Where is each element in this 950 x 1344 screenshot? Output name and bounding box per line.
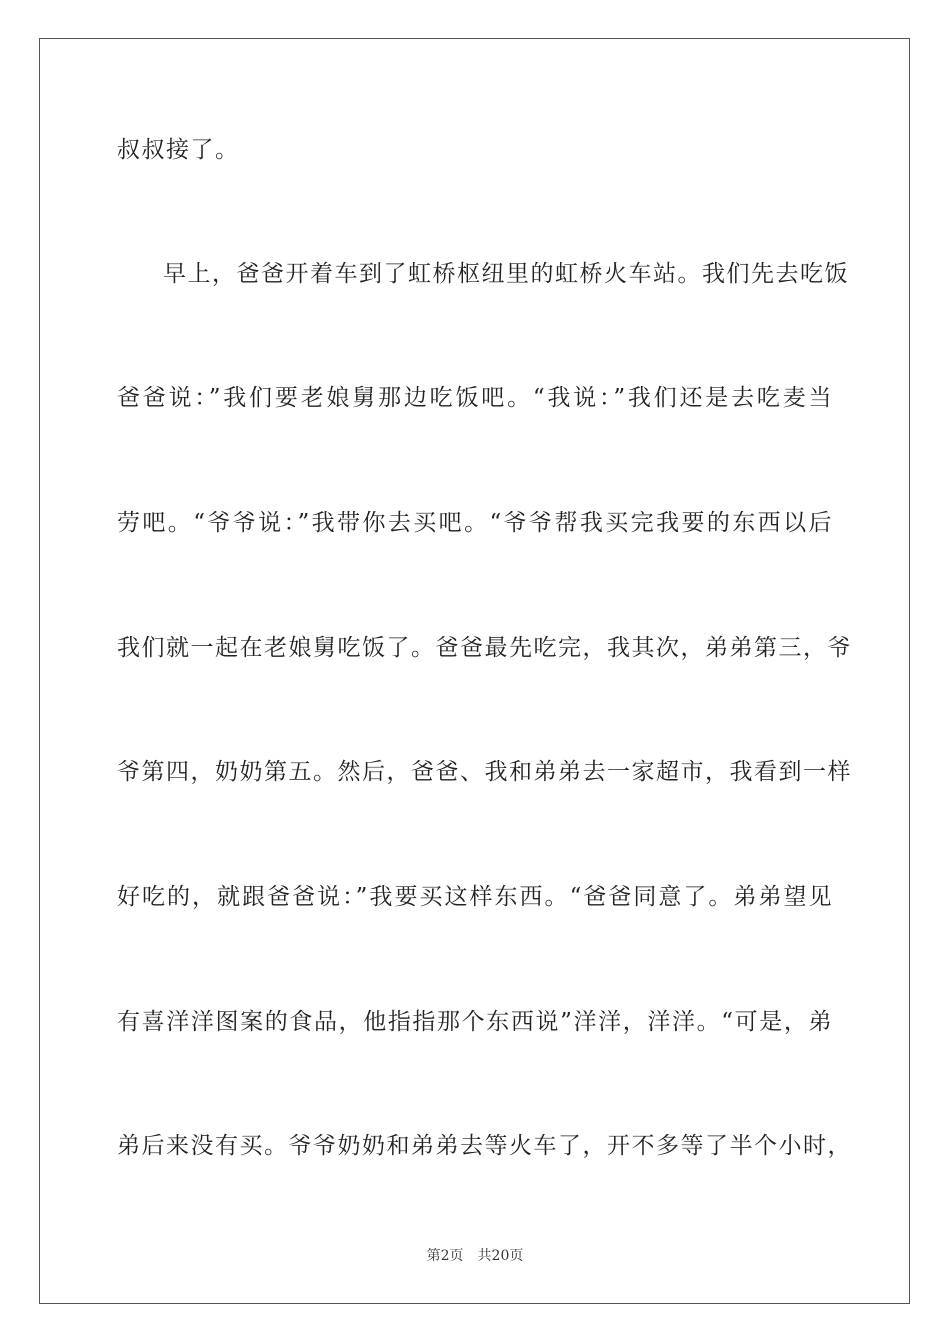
paragraph-line-1: 叔叔接了。 <box>117 137 240 163</box>
paragraph-line-2: 早上，爸爸开着车到了虹桥枢纽里的虹桥火车站。我们先去吃饭 <box>163 261 849 287</box>
paragraph-line-8: 有喜洋洋图案的食品，他指指那个东西说”洋洋，洋洋。“可是，弟 <box>117 1009 833 1035</box>
paragraph-line-7: 好吃的，就跟爸爸说：”我要买这样东西。“爸爸同意了。弟弟望见 <box>117 884 833 910</box>
page-border <box>39 38 910 1304</box>
page-total: 共20页 <box>477 1248 524 1264</box>
page-footer <box>0 1246 950 1266</box>
page-number: 第2页 <box>426 1248 464 1264</box>
paragraph-line-5: 我们就一起在老娘舅吃饭了。爸爸最先吃完，我其次，弟弟第三，爷 <box>117 635 852 661</box>
paragraph-line-6: 爷第四，奶奶第五。然后，爸爸、我和弟弟去一家超市，我看到一样 <box>117 759 852 785</box>
paragraph-line-9: 弟后来没有买。爷爷奶奶和弟弟去等火车了，开不多等了半个小时， <box>117 1133 852 1159</box>
paragraph-line-3: 爸爸说：”我们要老娘舅那边吃饭吧。“我说：”我们还是去吃麦当 <box>117 385 833 411</box>
paragraph-line-4: 劳吧。“爷爷说：”我带你去买吧。“爷爷帮我买完我要的东西以后 <box>117 510 833 536</box>
